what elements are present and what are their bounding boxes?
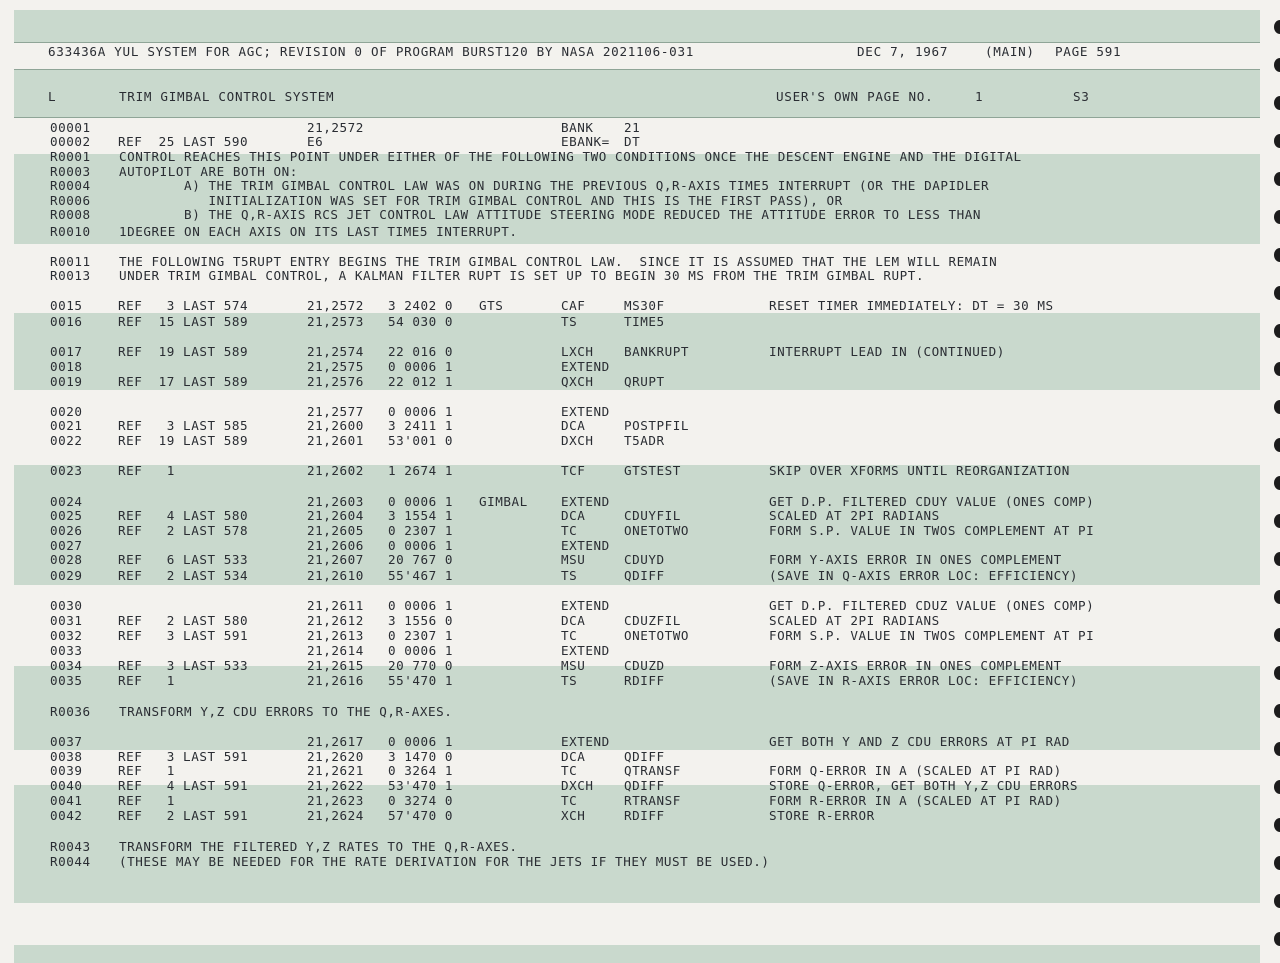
listing-remark: CONTROL REACHES THIS POINT UNDER EITHER OF THE FOLLOWING TWO CONDITIONS ONCE THE DESCENT ENGINE AND THE DIGITAL (119, 149, 1022, 164)
listing-loc: 21,2611 (307, 598, 364, 613)
listing-operand: RDIFF (624, 673, 665, 688)
listing-seq: 0037 (50, 734, 83, 749)
feed-hole (1274, 818, 1280, 832)
greenbar-band (14, 945, 1260, 963)
listing-loc: 21,2613 (307, 628, 364, 643)
listing-op: TC (561, 628, 578, 643)
listing-code: 0 0006 1 (388, 494, 454, 509)
listing-operand: GTSTEST (624, 463, 681, 478)
listing-seq: R0008 (50, 207, 91, 222)
listing-seq: 0021 (50, 418, 83, 433)
listing-operand: RTRANSF (624, 793, 681, 808)
listing-code: 0 2307 1 (388, 628, 454, 643)
listing-ref: REF 19 LAST 589 (118, 433, 249, 448)
listing-op: TC (561, 523, 578, 538)
listing-op: TC (561, 763, 578, 778)
listing-seq: R0043 (50, 839, 91, 854)
listing-ref: REF 3 LAST 574 (118, 298, 249, 313)
page-header-page: PAGE 591 (1055, 44, 1122, 59)
listing-loc: 21,2614 (307, 643, 364, 658)
listing-op: DCA (561, 508, 586, 523)
feed-hole (1274, 894, 1280, 908)
listing-op: TS (561, 568, 578, 583)
listing-code: 53'470 1 (388, 778, 454, 793)
listing-op: EXTEND (561, 643, 610, 658)
listing-seq: 00001 (50, 120, 91, 135)
listing-seq: 0015 (50, 298, 83, 313)
listing-ref: REF 2 LAST 534 (118, 568, 249, 583)
listing-label: GIMBAL (479, 494, 528, 509)
listing-op: MSU (561, 552, 586, 567)
listing-operand: POSTPFIL (624, 418, 690, 433)
listing-label: GTS (479, 298, 504, 313)
listing-code: 53'001 0 (388, 433, 454, 448)
listing-code: 0 0006 1 (388, 404, 454, 419)
listing-seq: R0006 (50, 193, 91, 208)
listing-code: 55'467 1 (388, 568, 454, 583)
listing-code: 0 3264 1 (388, 763, 454, 778)
listing-loc: 21,2605 (307, 523, 364, 538)
listing-seq: 0040 (50, 778, 83, 793)
feed-hole (1274, 932, 1280, 946)
listing-loc: 21,2601 (307, 433, 364, 448)
listing-operand: QTRANSF (624, 763, 681, 778)
listing-op: EXTEND (561, 494, 610, 509)
feed-hole (1274, 210, 1280, 224)
subheader-sheet: S3 (1073, 89, 1090, 104)
feed-hole (1274, 514, 1280, 528)
listing-loc: 21,2615 (307, 658, 364, 673)
listing-seq: R0036 (50, 704, 91, 719)
listing-ref: REF 25 LAST 590 (118, 134, 249, 149)
listing-seq: 0035 (50, 673, 83, 688)
listing-seq: 0038 (50, 749, 83, 764)
listing-loc: 21,2616 (307, 673, 364, 688)
listing-seq: 0018 (50, 359, 83, 374)
listing-remark: TRANSFORM THE FILTERED Y,Z RATES TO THE Q,R-AXES. (119, 839, 518, 854)
listing-op: LXCH (561, 344, 594, 359)
listing-remark: AUTOPILOT ARE BOTH ON: (119, 164, 298, 179)
listing-ref: REF 15 LAST 589 (118, 314, 249, 329)
listing-remark: B) THE Q,R-AXIS RCS JET CONTROL LAW ATTITUDE STEERING MODE REDUCED THE ATTITUDE ERROR TO LESS THAN (119, 207, 981, 222)
listing-seq: 0042 (50, 808, 83, 823)
listing-seq: R0013 (50, 268, 91, 283)
listing-code: 0 2307 1 (388, 523, 454, 538)
listing-seq: 0022 (50, 433, 83, 448)
listing-ref: REF 2 LAST 591 (118, 808, 249, 823)
listing-op: CAF (561, 298, 586, 313)
listing-code: 3 2411 1 (388, 418, 454, 433)
feed-hole (1274, 552, 1280, 566)
listing-loc: 21,2575 (307, 359, 364, 374)
listing-ref: REF 1 (118, 673, 175, 688)
listing-op: TC (561, 793, 578, 808)
page-header-title: 633436A YUL SYSTEM FOR AGC; REVISION 0 OF PROGRAM BURST120 BY NASA 2021106-031 (48, 44, 695, 59)
listing-remark: A) THE TRIM GIMBAL CONTROL LAW WAS ON DURING THE PREVIOUS Q,R-AXIS TIME5 INTERRUPT (OR THE DAPIDLER (119, 178, 990, 193)
greenbar-rule (14, 117, 1260, 118)
feed-hole (1274, 400, 1280, 414)
listing-code: 55'470 1 (388, 673, 454, 688)
listing-comment: SCALED AT 2PI RADIANS (769, 508, 940, 523)
listing-operand: BANKRUPT (624, 344, 690, 359)
listing-operand: QRUPT (624, 374, 665, 389)
listing-comment: FORM Z-AXIS ERROR IN ONES COMPLEMENT (769, 658, 1062, 673)
listing-code: 20 767 0 (388, 552, 454, 567)
listing-op: TS (561, 314, 578, 329)
listing-seq: R0011 (50, 254, 91, 269)
feed-hole (1274, 58, 1280, 72)
feed-hole (1274, 742, 1280, 756)
listing-ref: REF 6 LAST 533 (118, 552, 249, 567)
listing-seq: R0010 (50, 224, 91, 239)
listing-seq: R0044 (50, 854, 91, 869)
listing-seq: 0030 (50, 598, 83, 613)
greenbar-band (14, 10, 1260, 42)
listing-loc: 21,2606 (307, 538, 364, 553)
page-header-date: DEC 7, 1967 (857, 44, 949, 59)
listing-loc: 21,2617 (307, 734, 364, 749)
listing-comment: GET D.P. FILTERED CDUZ VALUE (ONES COMP) (769, 598, 1095, 613)
listing-operand: CDUZD (624, 658, 665, 673)
listing-comment: FORM Y-AXIS ERROR IN ONES COMPLEMENT (769, 552, 1062, 567)
listing-operand: CDUYFIL (624, 508, 681, 523)
listing-remark: UNDER TRIM GIMBAL CONTROL, A KALMAN FILTER RUPT IS SET UP TO BEGIN 30 MS FROM THE TRIM GIMBAL RUPT. (119, 268, 925, 283)
listing-op: MSU (561, 658, 586, 673)
page-header-section: (MAIN) (985, 44, 1035, 59)
listing-comment: FORM S.P. VALUE IN TWOS COMPLEMENT AT PI (769, 523, 1095, 538)
listing-code: 20 770 0 (388, 658, 454, 673)
listing-loc: 21,2602 (307, 463, 364, 478)
listing-comment: SCALED AT 2PI RADIANS (769, 613, 940, 628)
greenbar-rule (14, 69, 1260, 70)
listing-op: EXTEND (561, 734, 610, 749)
listing-comment: INTERRUPT LEAD IN (CONTINUED) (769, 344, 1005, 359)
listing-op: DCA (561, 749, 586, 764)
listing-code: 54 030 0 (388, 314, 454, 329)
listing-ref: REF 4 LAST 580 (118, 508, 249, 523)
listing-remark: INITIALIZATION WAS SET FOR TRIM GIMBAL CONTROL AND THIS IS THE FIRST PASS), OR (119, 193, 843, 208)
listing-op: EXTEND (561, 359, 610, 374)
listing-op: TCF (561, 463, 586, 478)
feed-hole (1274, 856, 1280, 870)
listing-seq: R0001 (50, 149, 91, 164)
listing-ref: REF 1 (118, 463, 175, 478)
listing-loc: 21,2576 (307, 374, 364, 389)
listing-seq: 0039 (50, 763, 83, 778)
listing-code: 57'470 0 (388, 808, 454, 823)
feed-hole (1274, 780, 1280, 794)
listing-ref: REF 17 LAST 589 (118, 374, 249, 389)
feed-hole (1274, 286, 1280, 300)
listing-code: 0 0006 1 (388, 734, 454, 749)
listing-op: QXCH (561, 374, 594, 389)
listing-seq: R0003 (50, 164, 91, 179)
listing-operand: CDUZFIL (624, 613, 681, 628)
listing-loc: 21,2600 (307, 418, 364, 433)
listing-seq: 0016 (50, 314, 83, 329)
feed-hole (1274, 134, 1280, 148)
listing-code: 0 0006 1 (388, 359, 454, 374)
listing-operand: 21 (624, 120, 641, 135)
listing-op: EXTEND (561, 404, 610, 419)
listing-loc: 21,2572 (307, 120, 364, 135)
listing-loc: 21,2621 (307, 763, 364, 778)
subheader-users-page-number: 1 (975, 89, 984, 104)
listing-operand: MS30F (624, 298, 665, 313)
feed-hole (1274, 324, 1280, 338)
listing-seq: 0032 (50, 628, 83, 643)
listing-seq: 0026 (50, 523, 83, 538)
listing-ref: REF 3 LAST 591 (118, 749, 249, 764)
feed-hole (1274, 628, 1280, 642)
listing-remark: (THESE MAY BE NEEDED FOR THE RATE DERIVATION FOR THE JETS IF THEY MUST BE USED.) (119, 854, 770, 869)
listing-comment: (SAVE IN R-AXIS ERROR LOC: EFFICIENCY) (769, 673, 1079, 688)
listing-comment: RESET TIMER IMMEDIATELY: DT = 30 MS (769, 298, 1054, 313)
listing-op: DCA (561, 418, 586, 433)
listing-op: XCH (561, 808, 586, 823)
listing-operand: CDUYD (624, 552, 665, 567)
listing-ref: REF 3 LAST 533 (118, 658, 249, 673)
listing-code: 3 1554 1 (388, 508, 454, 523)
listing-operand: ONETOTWO (624, 628, 690, 643)
listing-comment: SKIP OVER XFORMS UNTIL REORGANIZATION (769, 463, 1070, 478)
feed-hole (1274, 590, 1280, 604)
listing-op: DXCH (561, 778, 594, 793)
listing-loc: 21,2624 (307, 808, 364, 823)
feed-hole (1274, 96, 1280, 110)
subheader-marker: L (48, 89, 57, 104)
listing-seq: 0019 (50, 374, 83, 389)
listing-code: 0 0006 1 (388, 598, 454, 613)
tractor-feed-holes (1270, 0, 1280, 963)
feed-hole (1274, 438, 1280, 452)
feed-hole (1274, 362, 1280, 376)
listing-code: 1 2674 1 (388, 463, 454, 478)
listing-seq: 0023 (50, 463, 83, 478)
listing-seq: 00002 (50, 134, 91, 149)
listing-loc: 21,2607 (307, 552, 364, 567)
listing-ref: REF 1 (118, 793, 175, 808)
listing-comment: GET D.P. FILTERED CDUY VALUE (ONES COMP) (769, 494, 1095, 509)
listing-loc: 21,2574 (307, 344, 364, 359)
feed-hole (1274, 666, 1280, 680)
listing-op: EXTEND (561, 598, 610, 613)
listing-comment: FORM Q-ERROR IN A (SCALED AT PI RAD) (769, 763, 1062, 778)
listing-seq: 0041 (50, 793, 83, 808)
listing-code: 0 3274 0 (388, 793, 454, 808)
listing-op: DCA (561, 613, 586, 628)
listing-ref: REF 3 LAST 585 (118, 418, 249, 433)
subheader-users-page-label: USER'S OWN PAGE NO. (776, 89, 934, 104)
listing-loc: 21,2623 (307, 793, 364, 808)
listing-seq: 0034 (50, 658, 83, 673)
listing-code: 3 1470 0 (388, 749, 454, 764)
listing-op: TS (561, 673, 578, 688)
listing-seq: R0004 (50, 178, 91, 193)
listing-ref: REF 2 LAST 580 (118, 613, 249, 628)
listing-operand: T5ADR (624, 433, 665, 448)
listing-ref: REF 4 LAST 591 (118, 778, 249, 793)
listing-comment: (SAVE IN Q-AXIS ERROR LOC: EFFICIENCY) (769, 568, 1079, 583)
listing-op: DXCH (561, 433, 594, 448)
listing-loc: 21,2610 (307, 568, 364, 583)
listing-ref: REF 2 LAST 578 (118, 523, 249, 538)
listing-loc: 21,2612 (307, 613, 364, 628)
listing-loc: 21,2577 (307, 404, 364, 419)
feed-hole (1274, 20, 1280, 34)
listing-remark: THE FOLLOWING T5RUPT ENTRY BEGINS THE TRIM GIMBAL CONTROL LAW. SINCE IT IS ASSUMED THAT THE LEM WILL REMAIN (119, 254, 998, 269)
listing-seq: 0029 (50, 568, 83, 583)
listing-ref: REF 1 (118, 763, 175, 778)
listing-code: 22 016 0 (388, 344, 454, 359)
listing-operand: DT (624, 134, 641, 149)
listing-seq: 0028 (50, 552, 83, 567)
listing-seq: 0024 (50, 494, 83, 509)
listing-operand: QDIFF (624, 749, 665, 764)
listing-loc: 21,2572 (307, 298, 364, 313)
listing-comment: STORE Q-ERROR, GET BOTH Y,Z CDU ERRORS (769, 778, 1079, 793)
listing-code: 0 0006 1 (388, 538, 454, 553)
listing-code: 3 1556 0 (388, 613, 454, 628)
listing-code: 0 0006 1 (388, 643, 454, 658)
listing-comment: STORE R-ERROR (769, 808, 875, 823)
feed-hole (1274, 248, 1280, 262)
listing-code: 3 2402 0 (388, 298, 454, 313)
listing-operand: QDIFF (624, 778, 665, 793)
feed-hole (1274, 476, 1280, 490)
listing-seq: 0031 (50, 613, 83, 628)
listing-op: EXTEND (561, 538, 610, 553)
listing-comment: FORM S.P. VALUE IN TWOS COMPLEMENT AT PI (769, 628, 1095, 643)
listing-loc: 21,2573 (307, 314, 364, 329)
listing-remark: TRANSFORM Y,Z CDU ERRORS TO THE Q,R-AXES. (119, 704, 453, 719)
listing-comment: GET BOTH Y AND Z CDU ERRORS AT PI RAD (769, 734, 1070, 749)
listing-loc: 21,2620 (307, 749, 364, 764)
listing-seq: 0033 (50, 643, 83, 658)
listing-comment: FORM R-ERROR IN A (SCALED AT PI RAD) (769, 793, 1062, 808)
listing-seq: 0017 (50, 344, 83, 359)
listing-operand: TIME5 (624, 314, 665, 329)
listing-remark: 1DEGREE ON EACH AXIS ON ITS LAST TIME5 INTERRUPT. (119, 224, 518, 239)
listing-code: 22 012 1 (388, 374, 454, 389)
listing-operand: QDIFF (624, 568, 665, 583)
subheader-title: TRIM GIMBAL CONTROL SYSTEM (119, 89, 335, 104)
listing-seq: 0027 (50, 538, 83, 553)
greenbar-rule (14, 42, 1260, 43)
listing-loc: 21,2622 (307, 778, 364, 793)
listing-seq: 0025 (50, 508, 83, 523)
listing-seq: 0020 (50, 404, 83, 419)
listing-loc: 21,2603 (307, 494, 364, 509)
feed-hole (1274, 172, 1280, 186)
listing-ref: REF 19 LAST 589 (118, 344, 249, 359)
listing-ref: REF 3 LAST 591 (118, 628, 249, 643)
listing-op: EBANK= (561, 134, 610, 149)
listing-loc: E6 (307, 134, 324, 149)
feed-hole (1274, 704, 1280, 718)
listing-loc: 21,2604 (307, 508, 364, 523)
listing-op: BANK (561, 120, 594, 135)
listing-operand: ONETOTWO (624, 523, 690, 538)
listing-operand: RDIFF (624, 808, 665, 823)
